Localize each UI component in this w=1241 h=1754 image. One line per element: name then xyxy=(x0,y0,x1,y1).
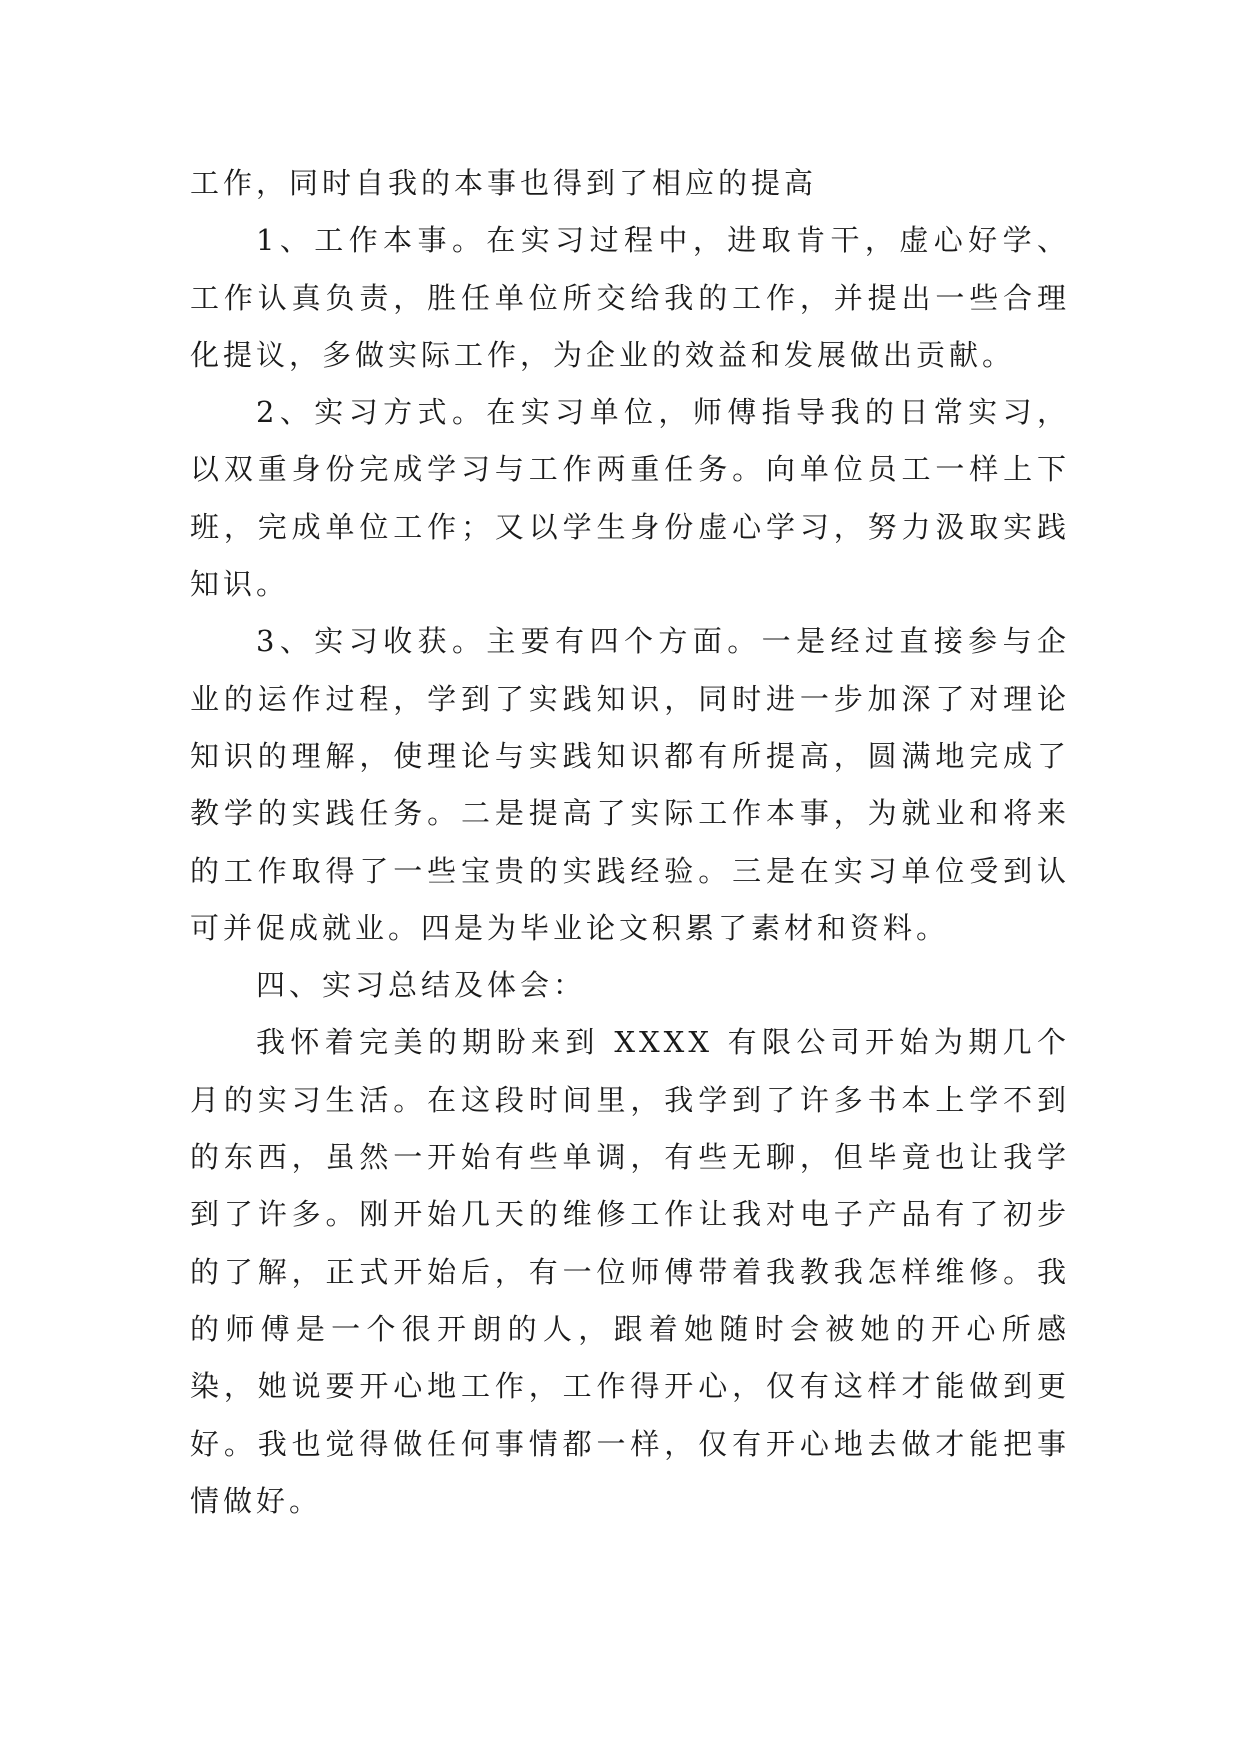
paragraph-internship-gains: 3、实习收获。主要有四个方面。一是经过直接参与企业的运作过程，学到了实践知识，同时进一步加深了对理论知识的理解，使理论与实践知识都有所提高，圆满地完成了教学的实践任务。二是提高了实际工作本事，为就业和将来的工作取得了一些宝贵的实践经验。三是在实习单位受到认可并促成就业。四是为毕业论文积累了素材和资料。 xyxy=(190,624,1070,945)
section-heading-summary: 四、实习总结及体会： xyxy=(256,968,587,1003)
paragraph-internship-method: 2、实习方式。在实习单位，师傅指导我的日常实习，以双重身份完成学习与工作两重任务。向单位员工一样上下班，完成单位工作；又以学生身份虚心学习，努力汲取实践知识。 xyxy=(190,395,1070,602)
paragraph-summary-body: 我怀着完美的期盼来到 XXXX 有限公司开始为期几个月的实习生活。在这段时间里，我学到了许多书本上学不到的东西，虽然一开始有些单调，有些无聊，但毕竟也让我学到了许多。刚开始几天的维修工作让我对电子产品有了初步的了解，正式开始后，有一位师傅带着我教我怎样维修。我的师傅是一个很开朗的人，跟着她随时会被她的开心所感染，她说要开心地工作，工作得开心，仅有这样才能做到更好。我也觉得做任何事情都一样，仅有开心地去做才能把事情做好。 xyxy=(190,1025,1070,1518)
document-body xyxy=(190,155,1070,1530)
paragraph-continuation: 工作，同时自我的本事也得到了相应的提高 xyxy=(190,166,818,200)
paragraph-work-ability: 1、工作本事。在实习过程中，进取肯干，虚心好学、工作认真负责，胜任单位所交给我的工作，并提出一些合理化提议，多做实际工作，为企业的效益和发展做出贡献。 xyxy=(190,223,1070,372)
